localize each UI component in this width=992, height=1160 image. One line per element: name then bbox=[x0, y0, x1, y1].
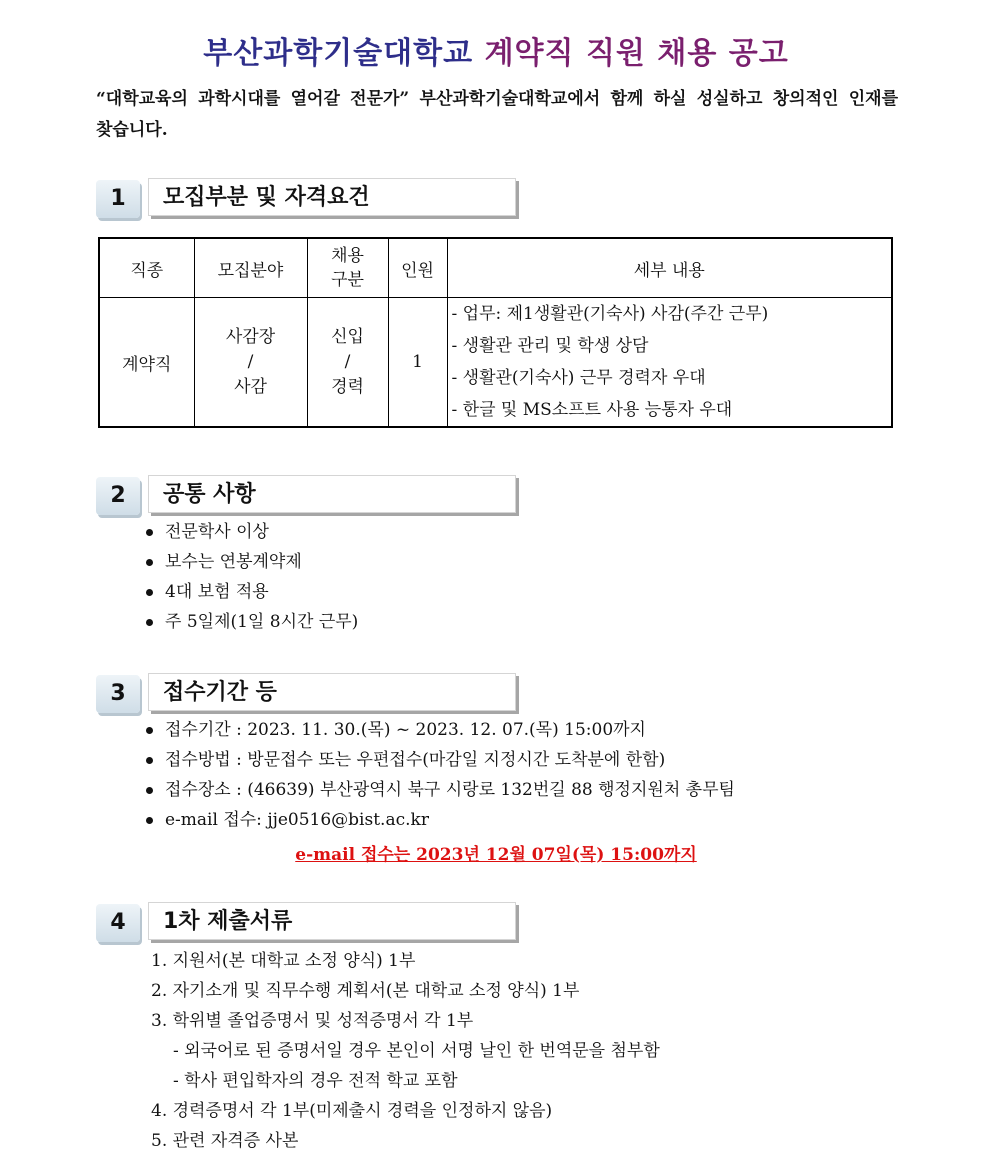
list-item: e-mail 접수: jje0516@bist.ac.kr bbox=[145, 805, 735, 835]
list-item: 접수기간 : 2023. 11. 30.(목) ~ 2023. 12. 07.(목) 15:00까지 bbox=[145, 715, 735, 745]
section-4-header bbox=[96, 902, 522, 944]
application-list bbox=[145, 715, 735, 835]
list-item: 2. 자기소개 및 직무수행 계획서(본 대학교 소정 양식) 1부 bbox=[151, 981, 580, 1001]
detail-line: - 한글 및 MS소프트 사용 능통자 우대 bbox=[451, 400, 733, 420]
cell-hire-type bbox=[307, 298, 388, 428]
cell-field-line: 사감 bbox=[234, 376, 267, 397]
documents-list bbox=[151, 946, 660, 1156]
list-item: 4대 보험 적용 bbox=[145, 577, 358, 607]
section-3-header bbox=[96, 673, 522, 715]
detail-line: - 생활관(기숙사) 근무 경력자 우대 bbox=[451, 368, 706, 388]
table-header-row bbox=[99, 238, 892, 298]
detail-line: - 업무: 제1생활관(기숙사) 사감(주간 근무) bbox=[451, 304, 769, 324]
header-hire-type bbox=[307, 238, 388, 298]
section-title: 접수기간 등 bbox=[148, 673, 516, 711]
email-deadline-notice: e-mail 접수는 2023년 12월 07일(목) 15:00까지 bbox=[295, 845, 697, 865]
detail-line: - 생활관 관리 및 학생 상담 bbox=[451, 336, 649, 356]
cell-field bbox=[194, 298, 307, 428]
list-item: 4. 경력증명서 각 1부(미제출시 경력을 인정하지 않음) bbox=[151, 1101, 553, 1121]
title-university: 부산과학기술대학교 bbox=[203, 36, 474, 71]
list-item: 접수장소 : (46639) 부산광역시 북구 시랑로 132번길 88 행정지원처 총무팀 bbox=[145, 775, 735, 805]
cell-details bbox=[447, 298, 892, 428]
table-row bbox=[99, 298, 892, 428]
cell-job-type: 계약직 bbox=[99, 298, 194, 428]
header-details: 세부 내용 bbox=[447, 238, 892, 298]
section-title: 모집부분 및 자격요건 bbox=[148, 178, 516, 216]
page-title bbox=[0, 28, 992, 72]
list-item: 접수방법 : 방문접수 또는 우편접수(마감일 지정시간 도착분에 한함) bbox=[145, 745, 735, 775]
list-subitem: - 학사 편입학자의 경우 전적 학교 포함 bbox=[173, 1071, 458, 1091]
cell-hire-line: 경력 bbox=[331, 376, 364, 397]
section-title: 공통 사항 bbox=[148, 475, 516, 513]
list-item: 1. 지원서(본 대학교 소정 양식) 1부 bbox=[151, 951, 416, 971]
header-field: 모집분야 bbox=[194, 238, 307, 298]
header-count: 인원 bbox=[388, 238, 447, 298]
section-2-header bbox=[96, 475, 522, 517]
list-item: 주 5일제(1일 8시간 근무) bbox=[145, 607, 358, 637]
cell-hire-line: / bbox=[344, 351, 351, 372]
section-number: 1 bbox=[96, 180, 140, 218]
section-number: 2 bbox=[96, 477, 140, 515]
section-number: 3 bbox=[96, 675, 140, 713]
common-list bbox=[145, 517, 358, 637]
header-job-type: 직종 bbox=[99, 238, 194, 298]
cell-field-line: / bbox=[247, 351, 254, 372]
list-item: 보수는 연봉계약제 bbox=[145, 547, 358, 577]
section-title: 1차 제출서류 bbox=[148, 902, 516, 940]
header-hire-type-line1: 채용 bbox=[331, 246, 364, 266]
cell-count: 1 bbox=[388, 298, 447, 428]
list-item: 3. 학위별 졸업증명서 및 성적증명서 각 1부 bbox=[151, 1011, 474, 1031]
section-number: 4 bbox=[96, 904, 140, 942]
section-1-header bbox=[96, 178, 522, 220]
list-subitem: - 외국어로 된 증명서일 경우 본인이 서명 날인 한 번역문을 첨부함 bbox=[173, 1041, 660, 1061]
recruitment-table bbox=[98, 237, 893, 428]
cell-hire-line: 신입 bbox=[331, 326, 364, 347]
header-hire-type-line2: 구분 bbox=[331, 270, 364, 290]
intro-text: “대학교육의 과학시대를 열어갈 전문가” 부산과학기술대학교에서 함께 하실 성실하고 창의적인 인재를 찾습니다. bbox=[96, 89, 898, 140]
title-notice: 계약직 직원 채용 공고 bbox=[484, 36, 789, 71]
list-item: 전문학사 이상 bbox=[145, 517, 358, 547]
list-item: 5. 관련 자격증 사본 bbox=[151, 1131, 299, 1151]
cell-field-line: 사감장 bbox=[225, 326, 276, 347]
